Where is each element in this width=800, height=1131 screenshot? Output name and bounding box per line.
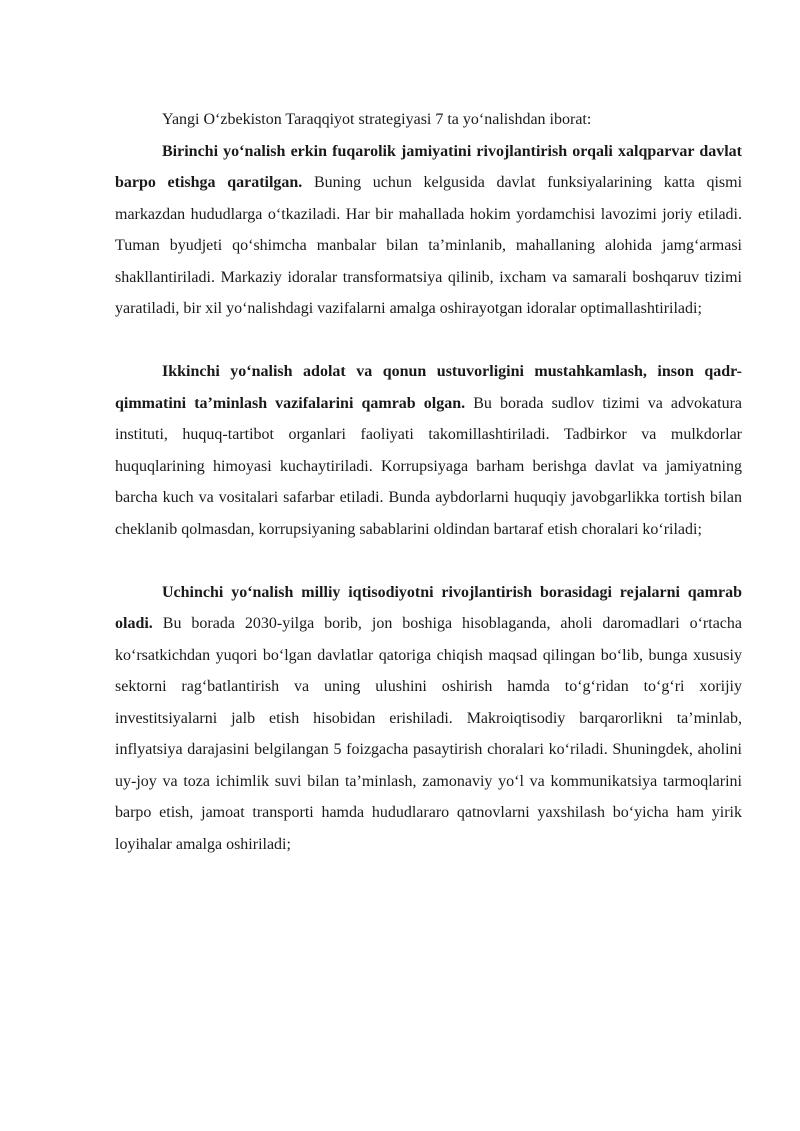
section-1-lead: Birinchi yo‘nalish erkin fuqarolik jamiyatini rivojlantirish orqali xalqparvar davlat barpo etishga qaratilgan.: [115, 142, 742, 191]
paragraph-spacer: [115, 545, 742, 577]
section-3-lead: Uchinchi yo‘nalish milliy iqtisodiyotni rivojlantirish borasidagi rejalarni qamrab oladi.: [115, 583, 742, 632]
paragraph-spacer: [115, 325, 742, 357]
intro-paragraph: Yangi O‘zbekiston Taraqqiyot strategiyasi 7 ta yo‘nalishdan iborat:: [162, 111, 592, 128]
section-3-body: Bu borada 2030-yilga borib, jon boshiga hisoblaganda, aholi daromadlari o‘rtacha ko‘rsatkichdan yuqori bo‘lgan davlatlar qatoriga chiqish maqsad qilingan bo‘lib, bunga xususiy sektorni rag‘batlantirish va uning ulushini oshirish hamda to‘g‘ridan to‘g‘ri xorijiy investitsiyalarni jalb etish hisobidan erishiladi. Makroiqtisodiy barqarorlikni ta’minlab, inflyatsiya darajasini belgilangan 5 foizgacha pasaytirish choralari ko‘riladi. Shuningdek, aholini uy-joy va toza ichimlik suvi bilan ta’minlash, zamonaviy yo‘l va kommunikatsiya tarmoqlarini barpo etish, jamoat transporti hamda hududlararo qatnovlarni yaxshilash bo‘yicha ham yirik loyihalar amalga oshiriladi;: [115, 615, 743, 853]
section-paragraph-2: [115, 356, 742, 545]
section-2-lead: Ikkinchi yo‘nalish adolat va qonun ustuvorligini mustahkamlash, inson qadr-qimmatini ta’minlash vazifalarini qamrab olgan.: [115, 363, 742, 412]
section-2-body: Bu borada sudlov tizimi va advokatura instituti, huquq-tartibot organlari faoliyati takomillashtiriladi. Tadbirkor va mulkdorlar huquqlarining himoyasi kuchaytiriladi. Korrupsiyaga barham berishga davlat va jamiyatning barcha kuch va vositalari safarbar etiladi. Bunda aybdorlarni huquqiy javobgarlikka tortish bilan cheklanib qolmasdan, korrupsiyaning sabablarini oldindan bartaraf etish choralari ko‘riladi;: [115, 394, 743, 538]
section-paragraph-3: [115, 577, 742, 861]
section-1-body: Buning uchun kelgusida davlat funksiyalarining katta qismi markazdan hududlarga o‘tkaziladi. Har bir mahallada hokim yordamchisi lavozimi joriy etiladi. Tuman byudjeti qo‘shimcha manbalar bilan ta’minlanib, mahallaning alohida jamg‘armasi shakllantiriladi. Markaziy idoralar transformatsiya qilinib, ixcham va samarali boshqaruv tizimi yaratiladi, bir xil yo‘nalishdagi vazifalarni amalga oshirayotgan idoralar optimallashtiriladi;: [115, 174, 743, 317]
section-paragraph-1: [115, 136, 742, 325]
document-page: [115, 104, 742, 860]
